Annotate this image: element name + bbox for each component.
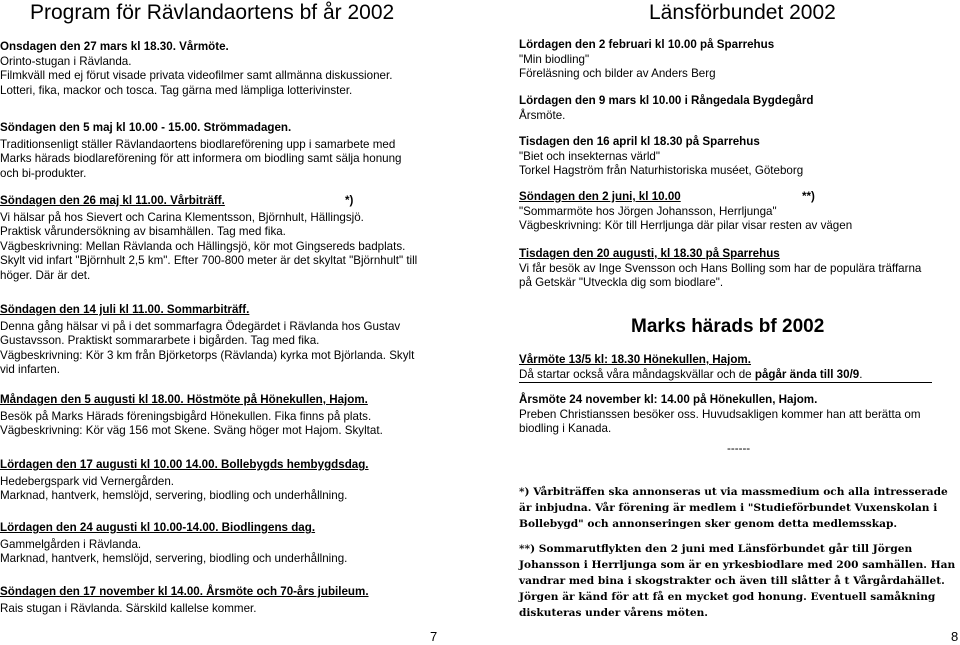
event-sommarmote: [519, 190, 960, 234]
event-hostmote: [0, 393, 478, 439]
event-heading: Tisdagen den 20 augusti, kl 18.30 på Sparrehus: [519, 247, 780, 260]
body-line: Vägbeskrivning: Mellan Rävlanda och Hällingsjö, kör mot Gingsereds badplats.: [0, 239, 406, 253]
footnote-mark: *): [345, 194, 354, 207]
event-body: [0, 475, 478, 504]
footnote-mark: **): [802, 190, 815, 203]
body-line: Vägbeskrivning: Kör väg 156 mot Skene. Sväng höger mot Hajom. Skyltat.: [0, 424, 383, 437]
event-arsmote-jubileum: [0, 585, 478, 616]
body-line: Marknad, hantverk, hemslöjd, servering, biodling och underhållning.: [0, 489, 348, 502]
event-varmote: [0, 40, 478, 98]
body-line: biodling i Kanada.: [519, 422, 612, 435]
body-line: Vägbeskrivning: Kör till Herrljunga där pilar visar resten av vägen: [519, 219, 853, 232]
event-body: [519, 408, 960, 437]
body-line: Vi hälsar på hos Sievert och Carina Klementsson, Björnhult, Hällingsjö.: [0, 210, 364, 224]
body-line: Torkel Hagström från Naturhistoriska muséet, Göteborg: [519, 164, 804, 177]
body-line: Vägbeskrivning: Kör 3 km från Björketorps (Rävlanda) kyrka mot Björlanda. Skylt: [0, 348, 415, 362]
body-line: Besök på Marks Härads föreningsbigård Hönekullen. Fika finns på plats.: [0, 409, 372, 423]
event-heading: Söndagen den 26 maj kl 11.00. Vårbiträff.: [0, 194, 225, 207]
body-line: på Getskär "Utveckla dig som biodlare".: [519, 276, 724, 289]
event-body: [519, 368, 932, 384]
event-heading: Söndagen den 5 maj kl 10.00 - 15.00. Strömmadagen.: [0, 121, 292, 134]
body-line-text: Då startar också våra måndagskvällar och de: [519, 367, 755, 381]
event-lansforbund-arsmote: [519, 94, 960, 123]
event-marks-arsmote: [519, 393, 960, 437]
event-body: [519, 109, 960, 124]
body-line: Preben Christianssen besöker oss. Huvudsakligen kommer han att berätta om: [519, 407, 921, 421]
event-sommarbitraff: [0, 303, 478, 378]
body-line: "Sommarmöte hos Jörgen Johansson, Herrljunga": [519, 204, 777, 218]
body-line: Filmkväll med ej förut visade privata videofilmer samt allmänna diskussioner.: [0, 69, 393, 82]
marks-harads-title: Marks härads bf 2002: [631, 316, 825, 337]
event-body: [519, 262, 960, 291]
body-line: [519, 368, 932, 383]
event-getskar: [519, 247, 960, 291]
event-heading: Vårmöte 13/5 kl: 18.30 Hönekullen, Hajom.: [519, 353, 751, 366]
body-line-emphasis: pågår ända till 30/9: [754, 367, 860, 381]
body-line: Gustavsson. Praktiskt sommararbete i bigården. Tag med fika.: [0, 334, 320, 347]
event-heading: Söndagen den 17 november kl 14.00. Årsmöte och 70-års jubileum.: [0, 585, 369, 598]
body-line: Orinto-stugan i Rävlanda.: [0, 54, 132, 68]
body-line: Denna gång hälsar vi på i det sommarfagra Ödegärdet i Rävlanda hos Gustav: [0, 319, 401, 333]
event-body: [0, 320, 478, 378]
event-body: [0, 602, 478, 617]
event-body: [519, 205, 960, 234]
event-heading: Onsdagen den 27 mars kl 18.30. Vårmöte.: [0, 40, 229, 53]
event-heading: Söndagen den 14 juli kl 11.00. Sommarbiträff.: [0, 303, 250, 316]
footnote-varbitraff: *) Vårbiträffen ska annonseras ut via massmedium och alla intresserade är inbjudna. Vår förening är medlem i "Studieförbundet Vuxenskolan i Bollebygd" och annonseringen sker genom detta medlemsskap.: [519, 486, 948, 530]
body-line: Föreläsning och bilder av Anders Berg: [519, 67, 716, 80]
event-heading: Årsmöte 24 november kl: 14.00 på Hönekullen, Hajom.: [519, 393, 818, 406]
event-heading: Tisdagen den 16 april kl 18.30 på Sparrehus: [519, 135, 760, 148]
divider: ------: [727, 442, 751, 455]
body-line: Vi får besök av Inge Svensson och Hans Bolling som har de populära träffarna: [519, 261, 922, 275]
event-body: [519, 53, 960, 82]
event-hembygdsdag: [0, 458, 478, 504]
event-heading: Lördagen den 2 februari kl 10.00 på Sparrehus: [519, 38, 775, 51]
event-body: [0, 138, 478, 182]
event-biodlingens-dag: [0, 521, 478, 567]
body-line: Marks härads biodlareförening för att informera om biodling samt sälja honung: [0, 152, 402, 165]
right-page-title: Länsförbundet 2002: [649, 1, 836, 24]
event-insekternas-varld: [519, 135, 960, 179]
body-line: vid infarten.: [0, 363, 60, 376]
body-line-end: .: [859, 367, 863, 381]
page-number: 8: [951, 629, 959, 644]
body-line: Skylt vid infart "Björnhult 2,5 km". Efter 700-800 meter är det skyltat "Björnhult" till: [0, 254, 418, 267]
event-body: [0, 211, 478, 284]
footnote-sommarutflykt: **) Sommarutflykten den 2 juni med Länsförbundet går till Jörgen Johansson i Herrljunga som är en yrkesbiodlare med 200 samhällen. Han vandrar med bina i skogstrakter och även till slåtter å t Vårgårdahället. Jörgen är känd för att få en mycket god honung. Eventuell samåkning diskuteras under vårens möten.: [519, 543, 956, 619]
event-body: [519, 150, 960, 179]
body-line: Rais stugan i Rävlanda. Särskild kallelse kommer.: [0, 601, 257, 615]
body-line: "Biet och insekternas värld": [519, 149, 660, 163]
body-line: Lotteri, fika, mackor och tosca. Tag gärna med lämpliga lotterivinster.: [0, 83, 353, 97]
event-heading: Lördagen den 9 mars kl 10.00 i Rångedala Bygdegård: [519, 94, 814, 107]
event-heading: Lördagen den 24 augusti kl 10.00-14.00. Biodlingens dag.: [0, 521, 316, 534]
body-line: höger. Där är det.: [0, 268, 91, 282]
event-body: [0, 538, 478, 567]
left-page-title: Program för Rävlandaortens bf år 2002: [30, 1, 395, 24]
body-line: Traditionsenligt ställer Rävlandaortens biodlareförening upp i samarbete med: [0, 137, 396, 151]
event-marks-varmote: [519, 353, 960, 383]
body-line: Marknad, hantverk, hemslöjd, servering, biodling och underhållning.: [0, 552, 348, 565]
event-body: [0, 55, 478, 99]
page-number: 7: [430, 629, 438, 644]
body-line: Hedebergspark vid Vernergården.: [0, 474, 175, 488]
body-line: och bi-produkter.: [0, 166, 87, 180]
body-line: Gammelgården i Rävlanda.: [0, 537, 142, 551]
event-strommadagen: [0, 121, 478, 181]
event-heading: Söndagen den 2 juni, kl 10.00: [519, 190, 681, 203]
event-body: [0, 410, 478, 439]
event-heading: Lördagen den 17 augusti kl 10.00 14.00. Bollebygds hembygdsdag.: [0, 458, 369, 471]
body-line: Praktisk vårundersökning av bisamhällen. Tag med fika.: [0, 225, 286, 238]
body-line: "Min biodling": [519, 52, 590, 66]
body-line: Årsmöte.: [519, 108, 566, 122]
event-min-biodling: [519, 38, 960, 82]
event-varbitraff: [0, 194, 478, 283]
event-heading: Måndagen den 5 augusti kl 18.00. Höstmöte på Hönekullen, Hajom.: [0, 393, 368, 406]
